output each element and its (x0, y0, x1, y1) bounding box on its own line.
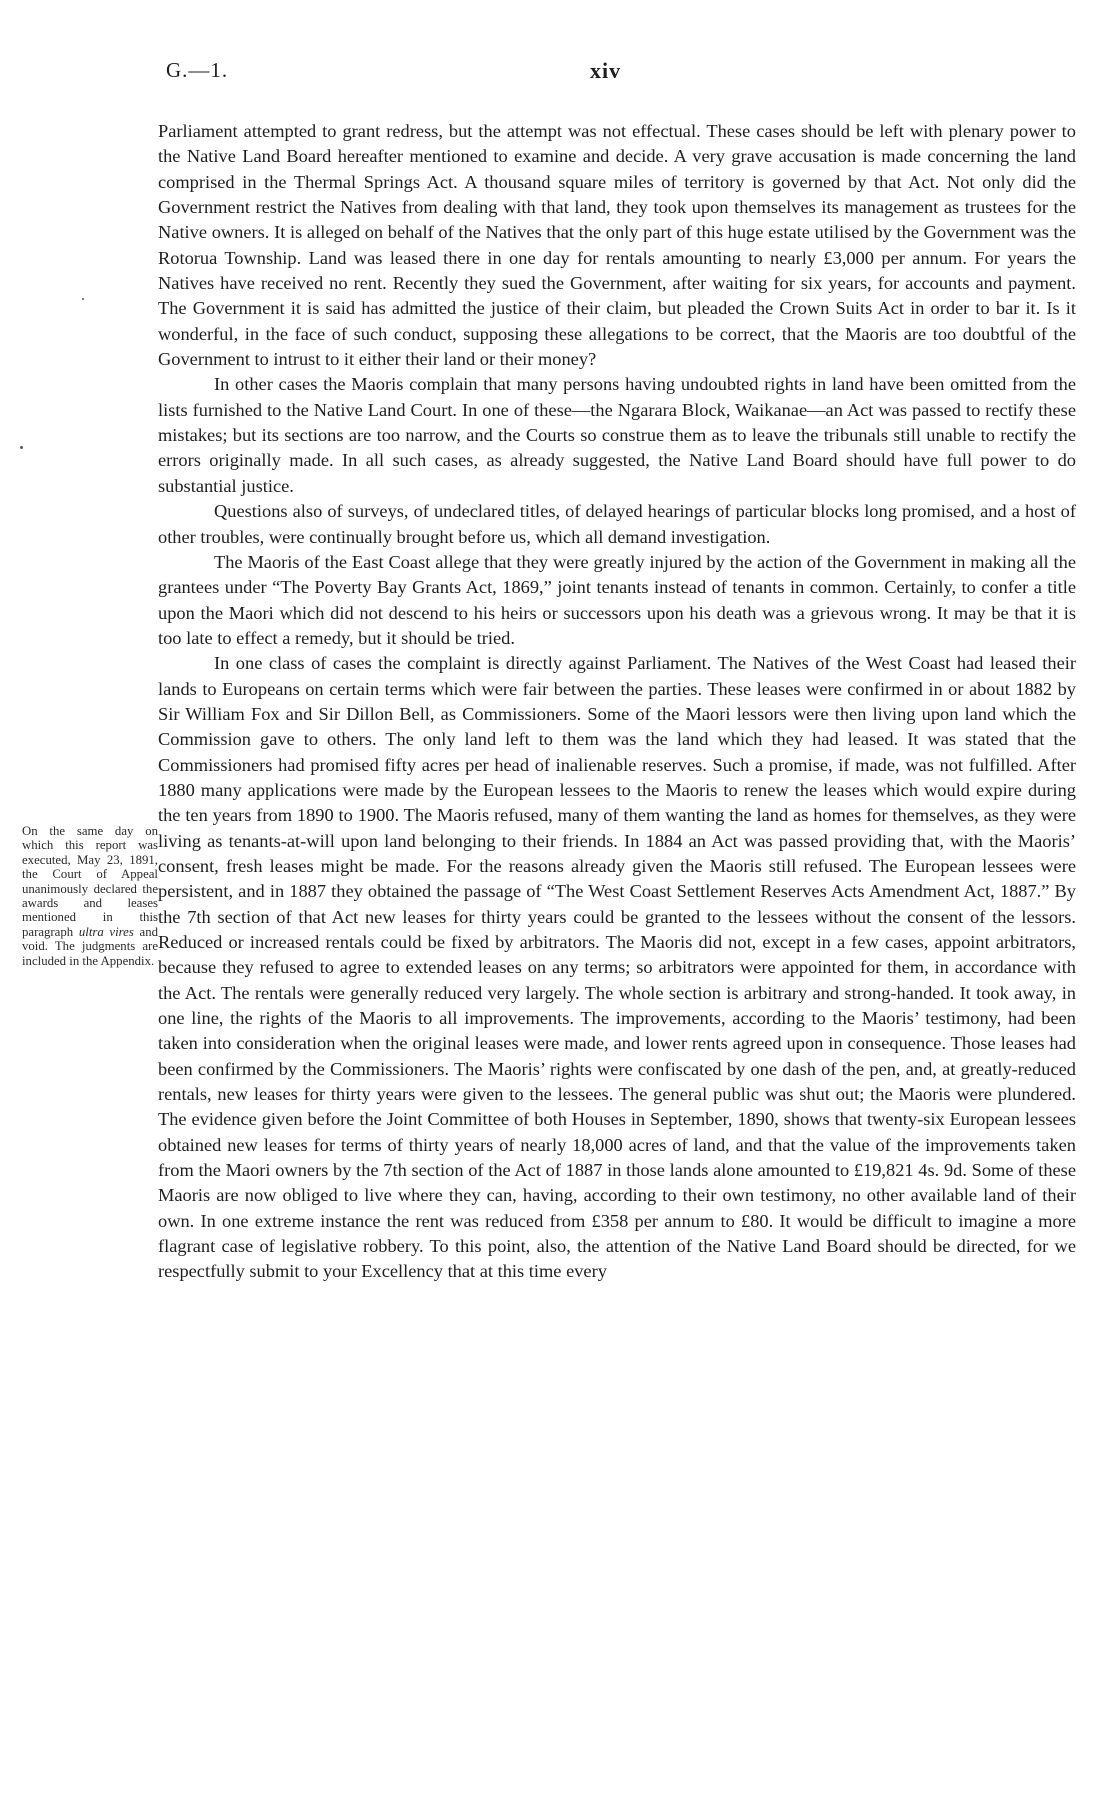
margin-note (22, 824, 158, 968)
page-number: xiv (590, 58, 622, 83)
print-speck (20, 446, 23, 449)
paragraph: The Maoris of the East Coast allege that they were greatly injured by the action of the Government in making all the grantees under “The Poverty Bay Grants Act, 1869,” joint tenants instead of tenants in common. Certainly, to confer a title upon the Maori which did not descend to his heirs or successors upon his death was a grievous wrong. It may be that it is too late to effect a remedy, but it should be tried. (158, 551, 1076, 648)
body-text (158, 119, 1076, 1285)
document-reference: G.—1. (166, 58, 229, 82)
margin-note-text: On the same day on which this report was executed, May 23, 1891, the Court of Appeal unanimously declared the awards and leases mentioned in this paragraph (22, 824, 158, 939)
margin-note-text-end: and void. The judgments are included in the Appendix. (22, 924, 158, 968)
paragraph: Questions also of surveys, of undeclared titles, of delayed hearings of particular blocks long promised, and a host of other troubles, were continually brought before us, which all demand investigation. (158, 501, 1076, 547)
page-header (166, 58, 1078, 88)
print-speck (82, 298, 84, 300)
paragraph-continued: Parliament attempted to grant redress, but the attempt was not effectual. These cases should be left with plenary power to the Native Land Board hereafter mentioned to examine and decide. A very grave accusation is made concerning the land comprised in the Thermal Springs Act. A thousand square miles of territory is governed by that Act. Not only did the Government restrict the Natives from dealing with that land, they took upon themselves its management as trustees for the Native owners. It is alleged on behalf of the Natives that the only part of this huge estate utilised by the Government was the Rotorua Township. Land was leased there in one day for rentals amounting to nearly £3,000 per annum. For years the Natives have received no rent. Recently they sued the Government, after waiting for six years, for accounts and payment. The Government it is said has admitted the justice of their claim, but pleaded the Crown Suits Act in order to bar it. Is it wonderful, in the face of such conduct, supposing these allegations to be correct, that the Maoris are too doubtful of the Government to intrust to it either their land or their money? (158, 121, 1076, 370)
margin-note-italic: ultra vires (78, 924, 134, 939)
paragraph: In other cases the Maoris complain that many persons having undoubted rights in land have been omitted from the lists furnished to the Native Land Court. In one of these—the Ngarara Block, Waikanae—an Act was passed to rectify these mistakes; but its sections are too narrow, and the Courts so construe them as to leave the tribunals still unable to rectify the errors originally made. In all such cases, as already suggested, the Native Land Board should have full power to do substantial justice. (158, 374, 1076, 496)
paragraph: In one class of cases the complaint is directly against Parliament. The Natives of the West Coast had leased their lands to Europeans on certain terms which were fair between the parties. These leases were confirmed in or about 1882 by Sir William Fox and Sir Dillon Bell, as Commissioners. Some of the Maori lessors were then living upon land which the Commission gave to others. The only land left to them was the land which they had leased. It was stated that the Commissioners had promised fifty acres per head of inalienable reserves. Such a promise, if made, was not fulfilled. After 1880 many applications were made by the European lessees to the Maoris to renew the leases which would expire during the ten years from 1890 to 1900. The Maoris refused, many of them wanting the land as homes for themselves, as they were living as tenants-at-will upon land belonging to their friends. In 1884 an Act was passed providing that, with the Maoris’ consent, fresh leases might be made. For the reasons already given the Maoris still refused. The European lessees were persistent, and in 1887 they obtained the passage of “The West Coast Settlement Reserves Acts Amendment Act, 1887.” By the 7th section of that Act new leases for thirty years could be granted to the lessees without the consent of the lessors. Reduced or increased rentals could be fixed by arbitrators. The Maoris did not, except in a few cases, appoint arbitrators, because they refused to agree to extended leases on any terms; so arbitrators were appointed for them, in accordance with the Act. The rentals were generally reduced very largely. The whole section is arbitrary and strong-handed. It took away, in one line, the rights of the Maoris to all improvements. The improvements, according to the Maoris’ testimony, had been taken into consideration when the original leases were made, and lower rents agreed upon in consequence. Those leases had been confirmed by the Commissioners. The Maoris’ rights were confiscated by one dash of the pen, and, at greatly-reduced rentals, new leases for thirty years were given to the lessees. The general public was shut out; the Maoris were plundered. The evidence given before the Joint Committee of both Houses in September, 1890, shows that twenty-six European lessees obtained new leases for terms of thirty years of nearly 18,000 acres of land, and that the value of the improvements taken from the Maori owners by the 7th section of the Act of 1887 in those lands alone amounted to £19,821 4s. 9d. Some of these Maoris are now obliged to live where they can, having, according to their own testimony, no other available land of their own. In one extreme instance the rent was reduced from £358 per annum to £80. It would be difficult to imagine a more flagrant case of legislative robbery. To this point, also, the attention of the Native Land Board should be directed, for we respectfully submit to your Excellency that at this time every (158, 653, 1076, 1282)
